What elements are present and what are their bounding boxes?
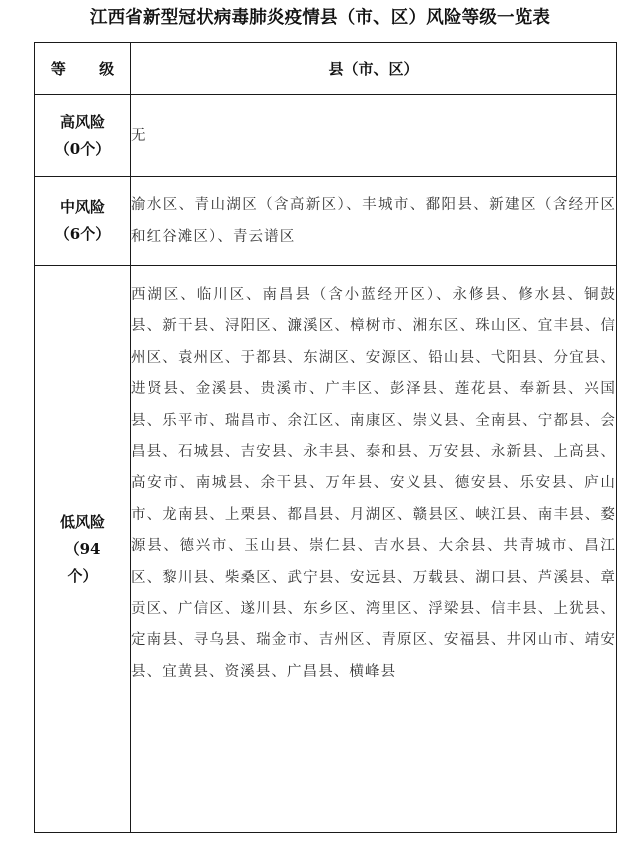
level-name: 中风险 [59, 198, 105, 216]
table-row-high-risk [35, 95, 617, 177]
table-header-row [35, 43, 617, 95]
counties-cell-low: 西湖区、临川区、南昌县（含小蓝经开区）、永修县、修水县、铜鼓县、新干县、浔阳区、濂溪区、樟树市、湘东区、珠山区、宜丰县、信州区、袁州区、于都县、东湖区、安源区、铅山县、弋阳县、分宜县、进贤县、金溪县、贵溪市、广丰区、彭泽县、莲花县、奉新县、兴国县、乐平市、瑞昌市、余江区、南康区、崇义县、全南县、宁都县、会昌县、石城县、吉安县、永丰县、泰和县、万安县、永新县、上高县、高安市、南城县、余干县、万年县、安义县、德安县、乐安县、庐山市、龙南县、上栗县、都昌县、月湖区、赣县区、峡江县、南丰县、婺源县、德兴市、玉山县、崇仁县、吉水县、大余县、共青城市、昌江区、黎川县、柴桑区、武宁县、安远县、万载县、湖口县、芦溪县、章贡区、广信区、遂川县、东乡区、湾里区、浮梁县、信丰县、上犹县、定南县、寻乌县、瑞金市、吉州区、青原区、安福县、井冈山市、靖安县、宜黄县、资溪县、广昌县、横峰县 [131, 266, 617, 833]
counties-cell-medium: 渝水区、青山湖区（含高新区）、丰城市、鄱阳县、新建区（含经开区和红谷滩区）、青云谱区 [131, 177, 617, 266]
page-title: 江西省新型冠状病毒肺炎疫情县（市、区）风险等级一览表 [89, 8, 551, 28]
level-cell-medium [35, 177, 131, 266]
level-count-continued: 个） [67, 566, 98, 585]
level-name: 低风险 [59, 512, 105, 531]
level-count: （6个） [54, 225, 111, 243]
table-row-low-risk [35, 266, 617, 833]
header-counties: 县（市、区） [131, 43, 617, 95]
header-level-label: 等 级 [50, 60, 129, 78]
level-cell-high [35, 95, 131, 177]
level-count: （0个） [54, 139, 111, 158]
header-level [35, 43, 131, 95]
level-cell-low [35, 266, 131, 833]
level-count: （94 [64, 539, 101, 558]
table-row-medium-risk [35, 177, 617, 266]
level-name: 高风险 [59, 112, 105, 131]
counties-cell-high: 无 [131, 95, 617, 177]
risk-level-table [34, 42, 617, 833]
